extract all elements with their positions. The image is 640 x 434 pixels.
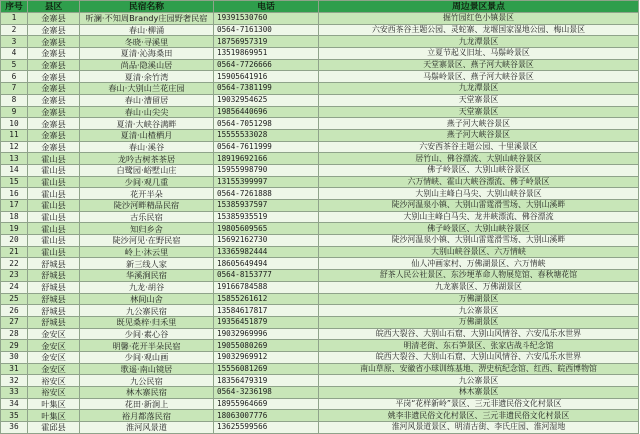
cell-nearby-spots[interactable]: 燕子河大峡谷景区 <box>319 118 639 130</box>
cell-homestay-name[interactable]: 春山·溪谷 <box>80 141 214 153</box>
cell-no[interactable]: 18 <box>1 211 28 223</box>
cell-homestay-name[interactable]: 裕月都落民宿 <box>80 410 214 422</box>
cell-nearby-spots[interactable]: 马鬃岭景区、燕子河大峡谷景区 <box>319 71 639 83</box>
cell-no[interactable]: 6 <box>1 71 28 83</box>
cell-phone[interactable]: 19391530760 <box>214 13 319 25</box>
cell-homestay-name[interactable]: 九龙·胡谷 <box>80 281 214 293</box>
cell-nearby-spots[interactable]: 平岗“花样新岭”景区、三元非遗民俗文化村景区 <box>319 398 639 410</box>
table-row <box>1 118 639 130</box>
cell-nearby-spots[interactable]: 居竹山、佛谷漂流、大别山峡谷景区 <box>319 153 639 165</box>
cell-nearby-spots[interactable]: 姚李非遗民俗文化村景区、三元非遗民俗文化村景区 <box>319 410 639 422</box>
cell-homestay-name[interactable]: 龙吟古树茶茶居 <box>80 153 214 165</box>
cell-county[interactable]: 霍山县 <box>28 200 80 212</box>
cell-county[interactable]: 金寨县 <box>28 106 80 118</box>
cell-no[interactable]: 22 <box>1 258 28 270</box>
cell-phone[interactable]: 13519869951 <box>214 48 319 60</box>
cell-homestay-name[interactable]: 春山·大别山兰花庄园 <box>80 83 214 95</box>
cell-county[interactable]: 裕安区 <box>28 375 80 387</box>
table-row <box>1 270 639 282</box>
cell-homestay-name[interactable]: 少间·素心谷 <box>80 328 214 340</box>
cell-no[interactable]: 4 <box>1 48 28 60</box>
cell-homestay-name[interactable]: 夏清·余竹湾 <box>80 71 214 83</box>
cell-county[interactable]: 金寨县 <box>28 129 80 141</box>
cell-homestay-name[interactable]: 春山·山尖尖 <box>80 106 214 118</box>
cell-phone[interactable]: 19032969912 <box>214 351 319 363</box>
cell-phone[interactable]: 0564-7726666 <box>214 59 319 71</box>
cell-phone[interactable]: 0564-7611999 <box>214 141 319 153</box>
cell-nearby-spots[interactable]: 大别山主峰白马尖、龙井峡漂流、佛谷漂流 <box>319 211 639 223</box>
cell-no[interactable]: 2 <box>1 24 28 36</box>
cell-phone[interactable]: 15905641916 <box>214 71 319 83</box>
cell-homestay-name[interactable]: 歌遥·南山镜居 <box>80 363 214 375</box>
cell-county[interactable]: 叶集区 <box>28 398 80 410</box>
table-row <box>1 351 639 363</box>
cell-homestay-name[interactable]: 夏清·山楂栖月 <box>80 129 214 141</box>
cell-nearby-spots[interactable]: 陡沙河温泉小镇、大别山雷霆滑雪场、大别山溪畔 <box>319 200 639 212</box>
cell-county[interactable]: 霍山县 <box>28 188 80 200</box>
cell-homestay-name[interactable]: 林间山舍 <box>80 293 214 305</box>
cell-phone[interactable]: 19032954625 <box>214 94 319 106</box>
table-row <box>1 410 639 422</box>
header-nearby-spots[interactable]: 周边景区景点 <box>319 1 639 13</box>
table-body <box>1 13 639 434</box>
cell-no[interactable]: 32 <box>1 375 28 387</box>
cell-county[interactable]: 金寨县 <box>28 71 80 83</box>
cell-phone[interactable]: 15955998790 <box>214 164 319 176</box>
cell-nearby-spots[interactable]: 南山草原、安徽省小球训练基地、淠史杭纪念馆、红西、皖西博物馆 <box>319 363 639 375</box>
table-row <box>1 200 639 212</box>
cell-phone[interactable]: 0564-7161300 <box>214 24 319 36</box>
table-row <box>1 422 639 434</box>
cell-homestay-name[interactable]: 陡沙河畔精品民宿 <box>80 200 214 212</box>
cell-homestay-name[interactable]: 知归乡舍 <box>80 223 214 235</box>
cell-county[interactable]: 霍山县 <box>28 164 80 176</box>
cell-homestay-name[interactable]: 春山·柳涌 <box>80 24 214 36</box>
cell-no[interactable]: 12 <box>1 141 28 153</box>
cell-no[interactable]: 8 <box>1 94 28 106</box>
cell-county[interactable]: 叶集区 <box>28 410 80 422</box>
cell-phone[interactable]: 0564-7381199 <box>214 83 319 95</box>
cell-nearby-spots[interactable]: 燕子河大峡谷景区 <box>319 129 639 141</box>
cell-phone[interactable]: 19166784588 <box>214 281 319 293</box>
cell-no[interactable]: 29 <box>1 340 28 352</box>
cell-nearby-spots[interactable]: 天堂寨景区、燕子河大峡谷景区 <box>319 59 639 71</box>
header-phone[interactable]: 电话 <box>214 1 319 13</box>
table-row <box>1 153 639 165</box>
cell-homestay-name[interactable]: 岭上·沐云里 <box>80 246 214 258</box>
table-row <box>1 129 639 141</box>
cell-county[interactable]: 舒城县 <box>28 293 80 305</box>
cell-phone[interactable]: 19856440696 <box>214 106 319 118</box>
cell-county[interactable]: 舒城县 <box>28 258 80 270</box>
cell-no[interactable]: 23 <box>1 270 28 282</box>
cell-no[interactable]: 11 <box>1 129 28 141</box>
cell-county[interactable]: 裕安区 <box>28 387 80 399</box>
cell-nearby-spots[interactable]: 九龙潭景区 <box>319 36 639 48</box>
cell-nearby-spots[interactable]: 九公寨景区 <box>319 375 639 387</box>
cell-no[interactable]: 17 <box>1 200 28 212</box>
cell-county[interactable]: 霍山县 <box>28 211 80 223</box>
cell-nearby-spots[interactable]: 万佛湖景区 <box>319 316 639 328</box>
cell-county[interactable]: 金寨县 <box>28 83 80 95</box>
cell-phone[interactable]: 13365982444 <box>214 246 319 258</box>
cell-phone[interactable]: 15385935519 <box>214 211 319 223</box>
table-row <box>1 188 639 200</box>
cell-nearby-spots[interactable]: 六安西茶谷主题公园、灵蛇寨、龙堰国家湿地公园、梅山景区 <box>319 24 639 36</box>
cell-no[interactable]: 14 <box>1 164 28 176</box>
cell-nearby-spots[interactable]: 九龙潭景区 <box>319 83 639 95</box>
cell-phone[interactable]: 15556081269 <box>214 363 319 375</box>
table-row <box>1 375 639 387</box>
table-row <box>1 328 639 340</box>
cell-county[interactable]: 金安区 <box>28 363 80 375</box>
cell-no[interactable]: 15 <box>1 176 28 188</box>
table-row <box>1 176 639 188</box>
cell-nearby-spots[interactable]: 六万情峡、霍山大峡谷漂流、佛子岭景区 <box>319 176 639 188</box>
cell-homestay-name[interactable]: 古乐民宿 <box>80 211 214 223</box>
cell-phone[interactable]: 0564-7261888 <box>214 188 319 200</box>
table-row <box>1 340 639 352</box>
table-row <box>1 106 639 118</box>
table-row <box>1 281 639 293</box>
cell-no[interactable]: 1 <box>1 13 28 25</box>
header-row <box>1 1 639 13</box>
cell-no[interactable]: 31 <box>1 363 28 375</box>
cell-no[interactable]: 36 <box>1 422 28 434</box>
table-row <box>1 36 639 48</box>
table-row <box>1 363 639 375</box>
cell-homestay-name[interactable]: 林木寨民宿 <box>80 387 214 399</box>
cell-county[interactable]: 金安区 <box>28 328 80 340</box>
cell-nearby-spots[interactable]: 大别山主峰白马尖、大别山峡谷景区 <box>319 188 639 200</box>
table-row <box>1 293 639 305</box>
cell-county[interactable]: 金寨县 <box>28 13 80 25</box>
cell-homestay-name[interactable]: 春山·漕留居 <box>80 94 214 106</box>
cell-no[interactable]: 7 <box>1 83 28 95</box>
cell-phone[interactable]: 18356479319 <box>214 375 319 387</box>
cell-county[interactable]: 金安区 <box>28 351 80 363</box>
cell-phone[interactable]: 18955964669 <box>214 398 319 410</box>
table-row <box>1 83 639 95</box>
cell-no[interactable]: 24 <box>1 281 28 293</box>
cell-homestay-name[interactable]: 淮河风景道 <box>80 422 214 434</box>
table-row <box>1 59 639 71</box>
cell-nearby-spots[interactable]: 仙人冲画家村、万佛湖景区、六万情峡 <box>319 258 639 270</box>
cell-nearby-spots[interactable]: 舒茶人民公社景区、东沙埂革命人物展览馆、春秋塘花馆 <box>319 270 639 282</box>
cell-nearby-spots[interactable]: 天堂寨景区 <box>319 94 639 106</box>
cell-nearby-spots[interactable]: 六安西茶谷主题公园、十里溪景区 <box>319 141 639 153</box>
cell-county[interactable]: 金寨县 <box>28 59 80 71</box>
cell-no[interactable]: 5 <box>1 59 28 71</box>
cell-homestay-name[interactable]: 夏清·沁海桑田 <box>80 48 214 60</box>
cell-phone[interactable]: 0564-8153777 <box>214 270 319 282</box>
cell-nearby-spots[interactable]: 九公寨景区 <box>319 305 639 317</box>
cell-county[interactable]: 霍山县 <box>28 235 80 247</box>
cell-county[interactable]: 金寨县 <box>28 141 80 153</box>
table-row <box>1 246 639 258</box>
cell-no[interactable]: 19 <box>1 223 28 235</box>
table-row <box>1 211 639 223</box>
table-row <box>1 13 639 25</box>
cell-county[interactable]: 金寨县 <box>28 36 80 48</box>
table-row <box>1 71 639 83</box>
cell-no[interactable]: 30 <box>1 351 28 363</box>
cell-phone[interactable]: 19805609565 <box>214 223 319 235</box>
cell-no[interactable]: 13 <box>1 153 28 165</box>
cell-homestay-name[interactable]: 尚品·隐溪山居 <box>80 59 214 71</box>
cell-phone[interactable]: 0564-3236198 <box>214 387 319 399</box>
cell-county[interactable]: 霍邱县 <box>28 422 80 434</box>
cell-phone[interactable]: 15385937597 <box>214 200 319 212</box>
cell-no[interactable]: 21 <box>1 246 28 258</box>
cell-homestay-name[interactable]: 九公民宿 <box>80 375 214 387</box>
cell-phone[interactable]: 18919692166 <box>214 153 319 165</box>
cell-nearby-spots[interactable]: 万佛湖景区 <box>319 293 639 305</box>
cell-nearby-spots[interactable]: 佛子岭景区、大别山峡谷景区 <box>319 223 639 235</box>
cell-no[interactable]: 33 <box>1 387 28 399</box>
cell-homestay-name[interactable]: 既见桑梓·归禾里 <box>80 316 214 328</box>
cell-phone[interactable]: 19055080269 <box>214 340 319 352</box>
table-row <box>1 387 639 399</box>
cell-county[interactable]: 霍山县 <box>28 176 80 188</box>
cell-phone[interactable]: 0564-7051298 <box>214 118 319 130</box>
cell-no[interactable]: 35 <box>1 410 28 422</box>
cell-county[interactable]: 金寨县 <box>28 118 80 130</box>
cell-homestay-name[interactable]: 花田·新涧上 <box>80 398 214 410</box>
table-row <box>1 258 639 270</box>
cell-phone[interactable]: 19032969996 <box>214 328 319 340</box>
cell-no[interactable]: 27 <box>1 316 28 328</box>
header-no[interactable]: 序号 <box>1 1 28 13</box>
cell-homestay-name[interactable]: 新三线人家 <box>80 258 214 270</box>
header-homestay-name[interactable]: 民宿名称 <box>80 1 214 13</box>
cell-homestay-name[interactable]: 听澜·不知周Brandy庄园野奢民宿 <box>80 13 214 25</box>
cell-nearby-spots[interactable]: 掘竹园红色小镇景区 <box>319 13 639 25</box>
table-row <box>1 94 639 106</box>
cell-no[interactable]: 34 <box>1 398 28 410</box>
cell-county[interactable]: 舒城县 <box>28 270 80 282</box>
cell-nearby-spots[interactable]: 天堂寨景区 <box>319 106 639 118</box>
table-row <box>1 235 639 247</box>
cell-phone[interactable]: 19356451879 <box>214 316 319 328</box>
cell-homestay-name[interactable]: 冬晓·寻溪里 <box>80 36 214 48</box>
cell-phone[interactable]: 18756957319 <box>214 36 319 48</box>
cell-county[interactable]: 舒城县 <box>28 281 80 293</box>
cell-phone[interactable]: 18063007776 <box>214 410 319 422</box>
cell-phone[interactable]: 15555533028 <box>214 129 319 141</box>
cell-homestay-name[interactable]: 陡沙河见·在野民宿 <box>80 235 214 247</box>
table-row <box>1 223 639 235</box>
table-row <box>1 305 639 317</box>
cell-nearby-spots[interactable]: 大别山峡谷景区、六万情峡 <box>319 246 639 258</box>
cell-county[interactable]: 霍山县 <box>28 246 80 258</box>
cell-nearby-spots[interactable]: 明清老街、东石笋景区、张家店战斗纪念馆 <box>319 340 639 352</box>
cell-homestay-name[interactable]: 白鹭园·峪墅山庄 <box>80 164 214 176</box>
cell-no[interactable]: 3 <box>1 36 28 48</box>
cell-no[interactable]: 16 <box>1 188 28 200</box>
header-county[interactable]: 县区 <box>28 1 80 13</box>
cell-county[interactable]: 舒城县 <box>28 305 80 317</box>
cell-phone[interactable]: 13155399997 <box>214 176 319 188</box>
cell-county[interactable]: 金寨县 <box>28 48 80 60</box>
cell-county[interactable]: 舒城县 <box>28 316 80 328</box>
cell-nearby-spots[interactable]: 皖西大裂谷、大别山石窟、大别山风情谷、六安瓜乐水世界 <box>319 351 639 363</box>
cell-homestay-name[interactable]: 明馨·花开半朵民宿 <box>80 340 214 352</box>
cell-homestay-name[interactable]: 花开半朵 <box>80 188 214 200</box>
cell-no[interactable]: 10 <box>1 118 28 130</box>
cell-no[interactable]: 28 <box>1 328 28 340</box>
table-row <box>1 48 639 60</box>
cell-county[interactable]: 霍山县 <box>28 153 80 165</box>
cell-nearby-spots[interactable]: 林木寨景区 <box>319 387 639 399</box>
cell-nearby-spots[interactable]: 淮河风景道景区、明清古街、李氏庄园、淮河湿地 <box>319 422 639 434</box>
table-row <box>1 164 639 176</box>
cell-nearby-spots[interactable]: 九龙寨景区、万佛湖景区 <box>319 281 639 293</box>
cell-nearby-spots[interactable]: 佛子岭景区、大别山峡谷景区 <box>319 164 639 176</box>
cell-phone[interactable]: 13625599566 <box>214 422 319 434</box>
cell-homestay-name[interactable]: 少间·观几重 <box>80 176 214 188</box>
cell-no[interactable]: 20 <box>1 235 28 247</box>
cell-no[interactable]: 9 <box>1 106 28 118</box>
cell-homestay-name[interactable]: 夏清·大峡谷满畔 <box>80 118 214 130</box>
cell-homestay-name[interactable]: 九公寨民宿 <box>80 305 214 317</box>
cell-nearby-spots[interactable]: 陡沙河温泉小镇、大别山雷霆滑雪场、大别山溪畔 <box>319 235 639 247</box>
cell-county[interactable]: 霍山县 <box>28 223 80 235</box>
cell-no[interactable]: 25 <box>1 293 28 305</box>
cell-county[interactable]: 金寨县 <box>28 24 80 36</box>
cell-phone[interactable]: 15692162730 <box>214 235 319 247</box>
cell-homestay-name[interactable]: 华溪涧民宿 <box>80 270 214 282</box>
cell-phone[interactable]: 13584617817 <box>214 305 319 317</box>
table-row <box>1 316 639 328</box>
cell-nearby-spots[interactable]: 皖西大裂谷、大别山石窟、大别山风情谷、六安瓜乐水世界 <box>319 328 639 340</box>
cell-nearby-spots[interactable]: 立夏节起义旧址、马鬃岭景区 <box>319 48 639 60</box>
cell-phone[interactable]: 18605649494 <box>214 258 319 270</box>
cell-homestay-name[interactable]: 少间·观山画 <box>80 351 214 363</box>
cell-phone[interactable]: 15855261612 <box>214 293 319 305</box>
table-row <box>1 141 639 153</box>
cell-no[interactable]: 26 <box>1 305 28 317</box>
cell-county[interactable]: 金寨县 <box>28 94 80 106</box>
cell-county[interactable]: 金安区 <box>28 340 80 352</box>
table-row <box>1 24 639 36</box>
table-row <box>1 398 639 410</box>
